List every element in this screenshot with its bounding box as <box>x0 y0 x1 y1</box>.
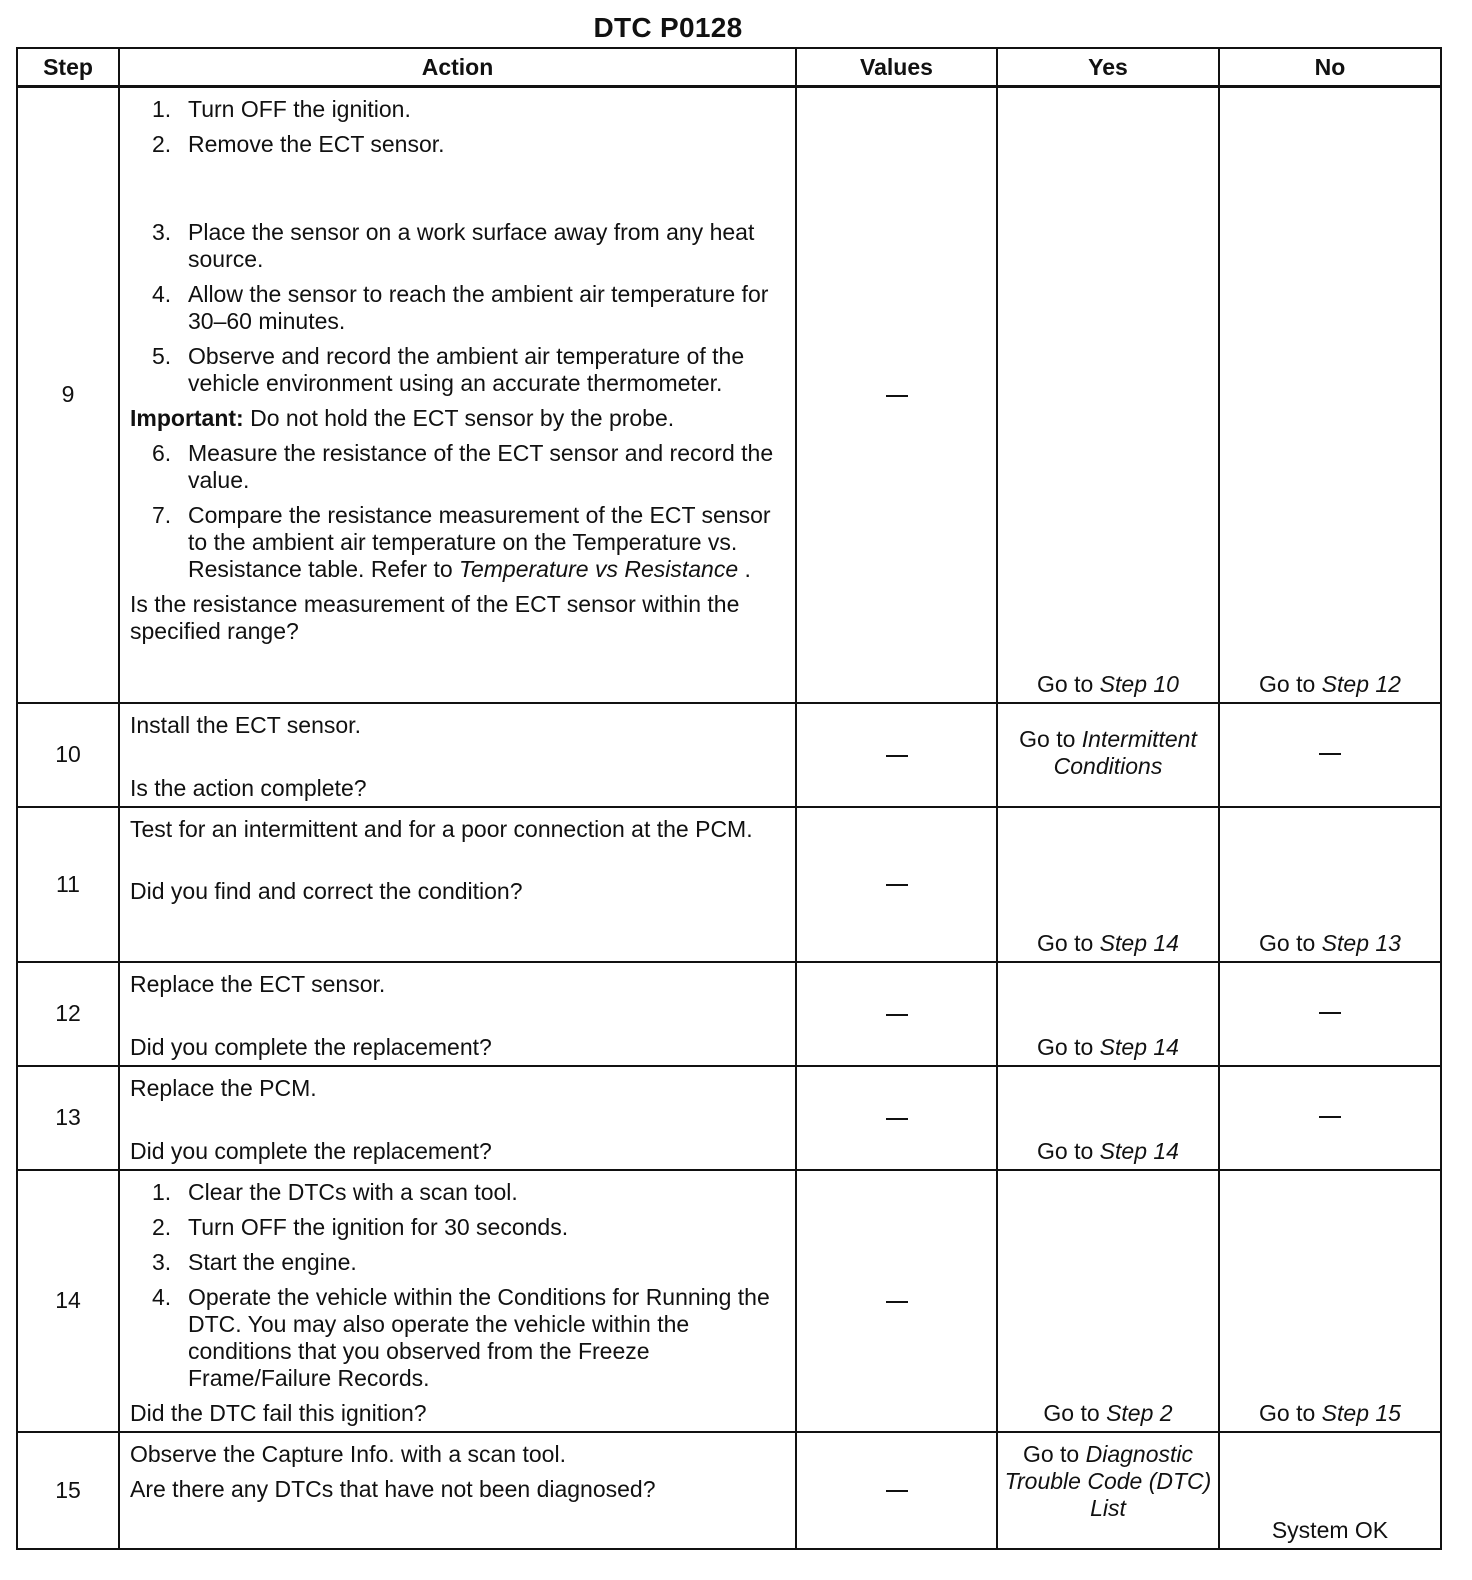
values-cell <box>796 703 997 807</box>
dash-mark <box>1319 753 1341 755</box>
dash-mark <box>886 1118 908 1120</box>
values-cell <box>796 962 997 1066</box>
values-cell <box>796 87 997 703</box>
no-cell <box>1219 1066 1441 1170</box>
values-cell <box>796 1066 997 1170</box>
yes-cell[interactable]: Go to Step 14 <box>997 807 1219 962</box>
list-item: 2. Turn OFF the ignition for 30 seconds. <box>152 1213 569 1240</box>
question-text: Is the resistance measurement of the ECT sensor within the specified range? <box>130 591 740 644</box>
list-item: 2. Remove the ECT sensor. <box>152 131 445 157</box>
goto-link[interactable]: Step 12 <box>1321 670 1401 697</box>
diagnostic-table <box>16 47 1442 1550</box>
list-item: 4. Allow the sensor to reach the ambient air temperature for 30–60 minutes. <box>152 281 769 334</box>
yes-cell[interactable]: Go to Intermittent Conditions <box>997 703 1219 807</box>
list-item: 4. Operate the vehicle within the Conditions for Running the DTC. You may also operate the vehicle within the conditions that you observed from the Freeze Frame/Failure Records. <box>152 1283 770 1391</box>
question-text: Did you complete the replacement? <box>130 1137 492 1164</box>
goto-link[interactable]: Step 14 <box>1099 1033 1179 1060</box>
table-row <box>17 87 1441 703</box>
table-row <box>17 1170 1441 1432</box>
list-item: 6. Measure the resistance of the ECT sensor and record the value. <box>152 440 774 493</box>
yes-cell[interactable]: Go to Step 14 <box>997 1066 1219 1170</box>
reference-link[interactable]: Temperature vs Resistance <box>459 556 739 582</box>
action-cell: Install the ECT sensor. Is the action complete? <box>119 703 796 807</box>
question-text: Is the action complete? <box>130 774 367 801</box>
list-item: 1. Clear the DTCs with a scan tool. <box>152 1178 518 1205</box>
yes-cell[interactable]: Go to Diagnostic Trouble Code (DTC) List <box>997 1432 1219 1549</box>
header-values: Values <box>796 48 997 87</box>
dash-mark <box>886 755 908 757</box>
list-item: 3. Place the sensor on a work surface away from any heat source. <box>152 219 755 272</box>
step-number: 9 <box>17 87 119 703</box>
goto-link[interactable]: Step 14 <box>1099 1137 1179 1164</box>
action-cell: Replace the ECT sensor. Did you complete the replacement? <box>119 962 796 1066</box>
action-cell <box>119 87 796 703</box>
action-list <box>130 1179 785 1392</box>
question-text: Are there any DTCs that have not been diagnosed? <box>130 1475 656 1502</box>
list-item: 3. Start the engine. <box>152 1248 357 1275</box>
dash-mark <box>886 884 908 886</box>
yes-cell[interactable]: Go to Step 10 <box>997 87 1219 703</box>
question-text: Did the DTC fail this ignition? <box>130 1399 427 1426</box>
list-item: 1. Turn OFF the ignition. <box>152 96 411 122</box>
goto-link[interactable]: Diagnostic Trouble Code (DTC) List <box>1004 1440 1212 1521</box>
no-cell <box>1219 703 1441 807</box>
goto-link[interactable]: Step 14 <box>1099 929 1179 956</box>
table-row <box>17 1432 1441 1549</box>
no-cell[interactable]: Go to Step 13 <box>1219 807 1441 962</box>
values-cell <box>796 807 997 962</box>
step-number: 14 <box>17 1170 119 1432</box>
no-cell <box>1219 962 1441 1066</box>
header-yes: Yes <box>997 48 1219 87</box>
question-text: Did you find and correct the condition? <box>130 877 523 904</box>
dash-mark <box>886 1490 908 1492</box>
question-text: Did you complete the replacement? <box>130 1033 492 1060</box>
dash-mark <box>1319 1012 1341 1014</box>
no-cell[interactable]: Go to Step 15 <box>1219 1170 1441 1432</box>
action-list <box>130 440 785 583</box>
step-number: 15 <box>17 1432 119 1549</box>
step-number: 13 <box>17 1066 119 1170</box>
yes-cell[interactable]: Go to Step 2 <box>997 1170 1219 1432</box>
system-ok-text: System OK <box>1271 1516 1389 1543</box>
action-list <box>130 96 785 158</box>
goto-link[interactable]: Step 10 <box>1099 670 1179 697</box>
goto-link[interactable]: Step 15 <box>1321 1399 1401 1426</box>
dash-mark <box>1319 1116 1341 1118</box>
step-number: 10 <box>17 703 119 807</box>
list-item: 5. Observe and record the ambient air temperature of the vehicle environment using an accurate thermometer. <box>152 343 745 396</box>
list-item: 7. Compare the resistance measurement of the ECT sensor to the ambient air temperature on the Temperature vs. Resistance table. Refer to Temperature vs Resistance . <box>152 502 771 582</box>
values-cell <box>796 1170 997 1432</box>
table-row <box>17 962 1441 1066</box>
yes-cell[interactable]: Go to Step 14 <box>997 962 1219 1066</box>
goto-link[interactable]: Step 13 <box>1321 929 1401 956</box>
no-cell[interactable]: Go to Step 12 <box>1219 87 1441 703</box>
header-step: Step <box>17 48 119 87</box>
dash-mark <box>886 1014 908 1016</box>
action-cell: Observe the Capture Info. with a scan tool. Are there any DTCs that have not been diagnosed? <box>119 1432 796 1549</box>
header-row <box>17 48 1441 87</box>
action-cell: Replace the PCM. Did you complete the replacement? <box>119 1066 796 1170</box>
table-row <box>17 807 1441 962</box>
table-row <box>17 1066 1441 1170</box>
no-cell <box>1219 1432 1441 1549</box>
header-action: Action <box>119 48 796 87</box>
header-no: No <box>1219 48 1441 87</box>
action-cell: Test for an intermittent and for a poor connection at the PCM. Did you find and correct the condition? <box>119 807 796 962</box>
table-row <box>17 703 1441 807</box>
page-title: DTC P0128 <box>593 12 743 43</box>
step-number: 12 <box>17 962 119 1066</box>
goto-link[interactable]: Step 2 <box>1106 1399 1173 1426</box>
goto-link[interactable]: Intermittent Conditions <box>1053 725 1197 779</box>
action-cell <box>119 1170 796 1432</box>
values-cell <box>796 1432 997 1549</box>
important-note: Important: Do not hold the ECT sensor by the probe. <box>130 405 675 431</box>
dash-mark <box>886 1301 908 1303</box>
dash-mark <box>886 395 908 397</box>
step-number: 11 <box>17 807 119 962</box>
action-list <box>130 219 785 397</box>
